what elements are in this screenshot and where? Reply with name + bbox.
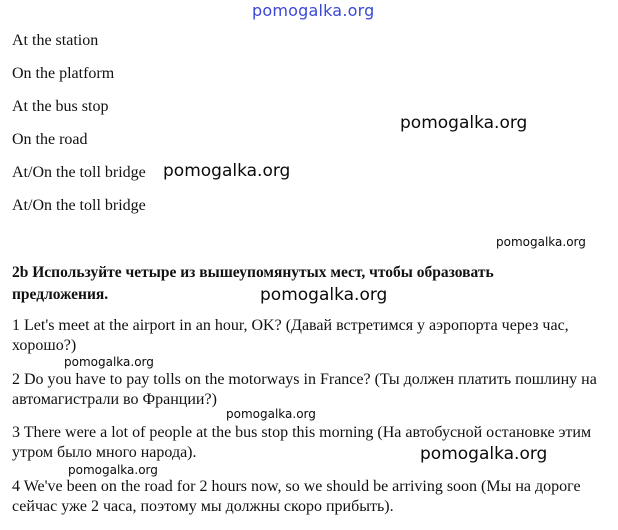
watermark: pomogalka.org bbox=[64, 355, 154, 369]
sentence: 2 Do you have to pay tolls on the motorways in France? (Ты должен платить пошлину на автомагистрали во Франции?) bbox=[12, 371, 597, 408]
watermark-top: pomogalka.org bbox=[252, 1, 375, 20]
watermark: pomogalka.org bbox=[68, 463, 158, 477]
watermark: pomogalka.org bbox=[420, 444, 548, 464]
watermark: pomogalka.org bbox=[400, 113, 528, 133]
place-item: At/On the toll bridge bbox=[12, 164, 146, 181]
place-item: On the road bbox=[12, 131, 88, 148]
place-item: On the platform bbox=[12, 65, 115, 82]
task-heading-line: 2b Используйте четыре из вышеупомянутых мест, чтобы образовать bbox=[12, 264, 494, 281]
sentence: 1 Let's meet at the airport in an hour, OK? (Давай встретимся у аэропорта через час, хорошо?) bbox=[12, 317, 569, 354]
watermark: pomogalka.org bbox=[496, 235, 586, 249]
place-item: At/On the toll bridge bbox=[12, 197, 146, 214]
sentence: 3 There were a lot of people at the bus stop this morning (На автобусной остановке этим утром было много народа). bbox=[12, 424, 592, 461]
watermark: pomogalka.org bbox=[260, 285, 388, 305]
watermark: pomogalka.org bbox=[226, 407, 316, 421]
place-item: At the station bbox=[12, 32, 99, 49]
task-heading-line: предложения. bbox=[12, 286, 109, 303]
sentence: 4 We've been on the road for 2 hours now, so we should be arriving soon (Мы на дороге сейчас уже 2 часа, поэтому мы должны скоро прибыть). bbox=[12, 478, 581, 515]
watermark: pomogalka.org bbox=[163, 161, 291, 181]
place-item: At the bus stop bbox=[12, 98, 109, 115]
